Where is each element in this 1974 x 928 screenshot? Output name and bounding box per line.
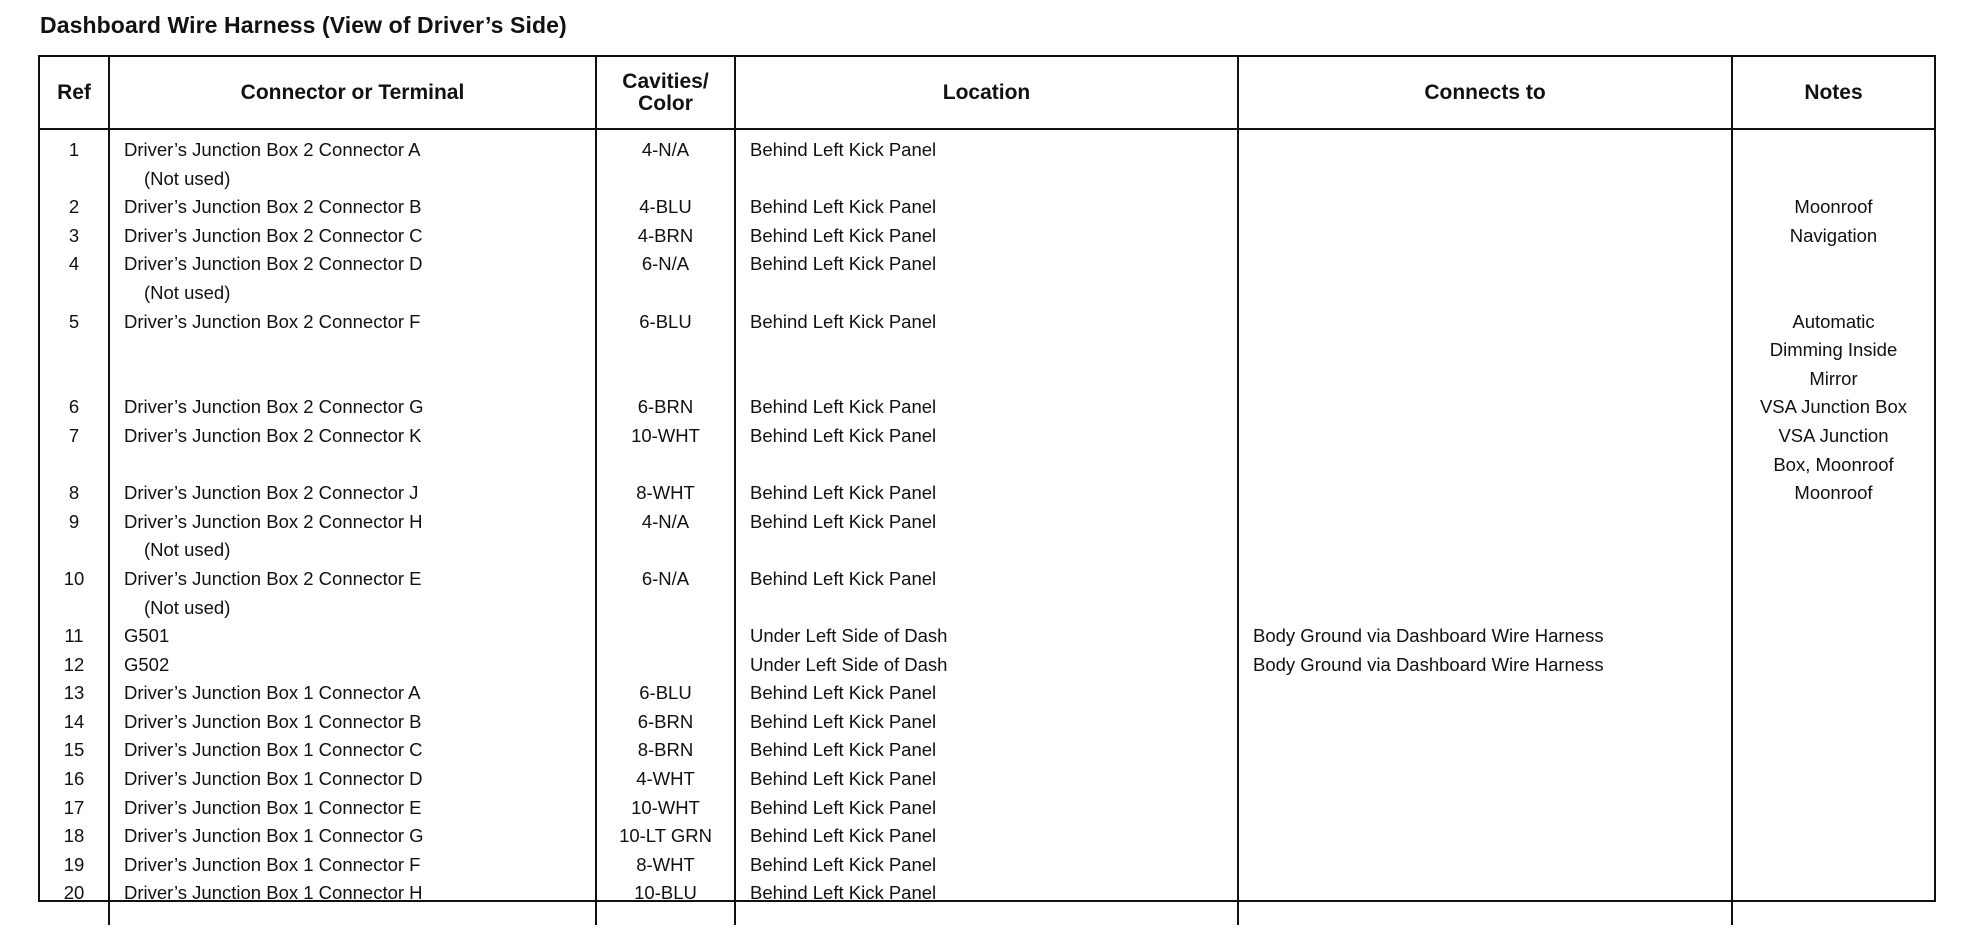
row-location: Behind Left Kick Panel — [735, 250, 1238, 307]
row-connector-label: Driver’s Junction Box 1 Connector B — [124, 710, 422, 732]
row-connector-label: Driver’s Junction Box 2 Connector E — [124, 567, 422, 589]
row-ref: 14 — [40, 708, 109, 737]
row-connects-to — [1238, 393, 1732, 422]
row-location: Behind Left Kick Panel — [735, 479, 1238, 508]
table-row — [40, 879, 1934, 908]
row-connects-to — [1238, 765, 1732, 794]
row-connector-label: Driver’s Junction Box 1 Connector A — [124, 682, 421, 704]
row-connects-to: Body Ground via Dashboard Wire Harness — [1238, 622, 1732, 651]
row-connector — [109, 679, 596, 708]
header-ref: Ref — [40, 57, 109, 129]
row-notes-line: Moonroof — [1794, 196, 1873, 218]
row-connector — [109, 879, 596, 908]
row-notes — [1732, 794, 1934, 823]
row-notes — [1732, 622, 1934, 651]
row-location: Behind Left Kick Panel — [735, 508, 1238, 565]
row-connects-to: Body Ground via Dashboard Wire Harness — [1238, 651, 1732, 680]
row-connector — [109, 794, 596, 823]
harness-table-frame — [38, 55, 1936, 902]
row-ref: 15 — [40, 736, 109, 765]
table-row — [40, 479, 1934, 508]
row-ref: 20 — [40, 879, 109, 908]
row-connector — [109, 565, 596, 622]
table-row — [40, 250, 1934, 307]
harness-table — [40, 57, 1934, 925]
row-connector-label: Driver’s Junction Box 2 Connector C — [124, 224, 423, 246]
table-row — [40, 622, 1934, 651]
row-ref: 17 — [40, 794, 109, 823]
row-notes — [1732, 565, 1934, 622]
table-row — [40, 736, 1934, 765]
row-cavities: 8-WHT — [596, 851, 735, 880]
row-connector — [109, 622, 596, 651]
row-location: Behind Left Kick Panel — [735, 129, 1238, 193]
header-cavities — [596, 57, 735, 129]
row-ref: 1 — [40, 129, 109, 193]
row-notes — [1732, 129, 1934, 193]
row-notes-line: Box, Moonroof — [1773, 453, 1894, 475]
row-connector — [109, 222, 596, 251]
row-cavities: 4-N/A — [596, 508, 735, 565]
row-ref: 12 — [40, 651, 109, 680]
header-notes: Notes — [1732, 57, 1934, 129]
row-connector-sub: (Not used) — [144, 539, 231, 561]
row-notes — [1732, 308, 1934, 394]
row-ref: 3 — [40, 222, 109, 251]
row-cavities: 8-BRN — [596, 736, 735, 765]
row-notes-line: Dimming Inside — [1769, 339, 1898, 361]
row-connects-to — [1238, 479, 1732, 508]
table-row — [40, 422, 1934, 479]
row-connector — [109, 250, 596, 307]
row-ref: 19 — [40, 851, 109, 880]
row-notes — [1732, 822, 1934, 851]
row-notes — [1732, 765, 1934, 794]
row-ref: 10 — [40, 565, 109, 622]
row-cavities — [596, 651, 735, 680]
row-location: Behind Left Kick Panel — [735, 679, 1238, 708]
row-cavities: 10-WHT — [596, 422, 735, 479]
row-notes — [1732, 250, 1934, 307]
row-notes — [1732, 708, 1934, 737]
header-connects-to: Connects to — [1238, 57, 1732, 129]
row-notes-line: Automatic — [1792, 310, 1875, 332]
row-connector-label: Driver’s Junction Box 2 Connector A — [124, 139, 421, 160]
row-cavities: 4-BLU — [596, 193, 735, 222]
row-ref: 16 — [40, 765, 109, 794]
table-row — [40, 794, 1934, 823]
row-ref: 2 — [40, 193, 109, 222]
row-location: Behind Left Kick Panel — [735, 708, 1238, 737]
row-connector-label: Driver’s Junction Box 2 Connector G — [124, 396, 424, 418]
row-connector-label: Driver’s Junction Box 1 Connector E — [124, 796, 422, 818]
row-notes-line: VSA Junction — [1778, 424, 1889, 446]
row-ref: 9 — [40, 508, 109, 565]
row-connects-to — [1238, 708, 1732, 737]
row-ref: 4 — [40, 250, 109, 307]
row-ref: 7 — [40, 422, 109, 479]
table-row — [40, 565, 1934, 622]
row-cavities: 4-BRN — [596, 222, 735, 251]
row-connects-to — [1238, 851, 1732, 880]
row-cavities — [596, 622, 735, 651]
row-connector — [109, 651, 596, 680]
row-connector — [109, 129, 596, 193]
row-notes — [1732, 479, 1934, 508]
row-connector-label: Driver’s Junction Box 1 Connector G — [124, 825, 424, 847]
row-location: Behind Left Kick Panel — [735, 393, 1238, 422]
row-connector — [109, 393, 596, 422]
row-connector — [109, 822, 596, 851]
row-connector-sub: (Not used) — [144, 596, 231, 618]
row-connector-label: G501 — [124, 625, 170, 647]
row-connector-label: Driver’s Junction Box 2 Connector B — [124, 196, 422, 218]
row-cavities: 10-WHT — [596, 794, 735, 823]
row-cavities: 6-BLU — [596, 679, 735, 708]
row-notes-line: Navigation — [1789, 224, 1878, 246]
row-connector-label: Driver’s Junction Box 2 Connector F — [124, 310, 421, 332]
row-ref: 11 — [40, 622, 109, 651]
row-location: Behind Left Kick Panel — [735, 851, 1238, 880]
page-title: Dashboard Wire Harness (View of Driver’s Side) — [40, 12, 567, 38]
row-location: Under Left Side of Dash — [735, 651, 1238, 680]
row-ref: 5 — [40, 308, 109, 394]
header-connector: Connector or Terminal — [109, 57, 596, 129]
row-notes — [1732, 651, 1934, 680]
table-header-row — [40, 57, 1934, 129]
row-connector-label: Driver’s Junction Box 1 Connector H — [124, 882, 423, 904]
row-location: Behind Left Kick Panel — [735, 308, 1238, 394]
row-connector — [109, 508, 596, 565]
row-notes — [1732, 222, 1934, 251]
table-row — [40, 679, 1934, 708]
header-cavities-line1: Cavities/ — [622, 69, 709, 93]
row-connects-to — [1238, 822, 1732, 851]
row-notes-line: Moonroof — [1794, 482, 1873, 504]
row-cavities: 4-WHT — [596, 765, 735, 794]
row-connector-label: G502 — [124, 653, 170, 675]
row-cavities: 6-BRN — [596, 708, 735, 737]
row-connector-label: Driver’s Junction Box 2 Connector D — [124, 253, 423, 275]
row-cavities: 6-BRN — [596, 393, 735, 422]
row-cavities: 10-BLU — [596, 879, 735, 908]
row-notes — [1732, 736, 1934, 765]
row-connector-label: Driver’s Junction Box 2 Connector K — [124, 424, 422, 446]
row-location: Behind Left Kick Panel — [735, 879, 1238, 908]
row-connector — [109, 851, 596, 880]
table-row — [40, 822, 1934, 851]
table-row — [40, 222, 1934, 251]
row-connects-to — [1238, 879, 1732, 908]
row-connector — [109, 708, 596, 737]
table-row — [40, 765, 1934, 794]
row-connects-to — [1238, 250, 1732, 307]
row-notes — [1732, 508, 1934, 565]
row-ref: 13 — [40, 679, 109, 708]
table-row — [40, 129, 1934, 193]
row-connector-label: Driver’s Junction Box 2 Connector J — [124, 482, 419, 504]
row-cavities: 4-N/A — [596, 129, 735, 193]
row-location: Behind Left Kick Panel — [735, 822, 1238, 851]
row-connects-to — [1238, 679, 1732, 708]
row-location: Behind Left Kick Panel — [735, 222, 1238, 251]
row-connector — [109, 308, 596, 394]
row-notes — [1732, 422, 1934, 479]
table-row — [40, 193, 1934, 222]
row-ref: 6 — [40, 393, 109, 422]
table-row — [40, 393, 1934, 422]
row-connects-to — [1238, 308, 1732, 394]
row-connects-to — [1238, 422, 1732, 479]
row-cavities: 6-N/A — [596, 250, 735, 307]
table-row — [40, 851, 1934, 880]
row-notes — [1732, 393, 1934, 422]
table-bottom-spacer — [40, 908, 1934, 925]
row-notes — [1732, 679, 1934, 708]
row-connector-sub: (Not used) — [144, 167, 231, 189]
row-connects-to — [1238, 508, 1732, 565]
row-connector — [109, 422, 596, 479]
row-connects-to — [1238, 222, 1732, 251]
row-connector-label: Driver’s Junction Box 2 Connector H — [124, 510, 423, 532]
row-location: Behind Left Kick Panel — [735, 765, 1238, 794]
row-location: Behind Left Kick Panel — [735, 422, 1238, 479]
row-connector — [109, 765, 596, 794]
table-row — [40, 651, 1934, 680]
row-connector-label: Driver’s Junction Box 1 Connector D — [124, 768, 423, 790]
row-location: Behind Left Kick Panel — [735, 794, 1238, 823]
row-connects-to — [1238, 193, 1732, 222]
row-connects-to — [1238, 129, 1732, 193]
row-connector — [109, 193, 596, 222]
row-connector-label: Driver’s Junction Box 1 Connector C — [124, 739, 423, 761]
table-row — [40, 708, 1934, 737]
row-cavities: 6-N/A — [596, 565, 735, 622]
row-cavities: 6-BLU — [596, 308, 735, 394]
table-body — [40, 129, 1934, 925]
row-ref: 8 — [40, 479, 109, 508]
row-cavities: 8-WHT — [596, 479, 735, 508]
row-notes — [1732, 879, 1934, 908]
row-connector-sub: (Not used) — [144, 281, 231, 303]
table-row — [40, 308, 1934, 394]
row-location: Behind Left Kick Panel — [735, 193, 1238, 222]
row-notes — [1732, 193, 1934, 222]
table-row — [40, 508, 1934, 565]
row-notes-line: Mirror — [1809, 367, 1858, 389]
row-ref: 18 — [40, 822, 109, 851]
row-connector-label: Driver’s Junction Box 1 Connector F — [124, 853, 421, 875]
row-location: Behind Left Kick Panel — [735, 736, 1238, 765]
row-location: Behind Left Kick Panel — [735, 565, 1238, 622]
header-location: Location — [735, 57, 1238, 129]
row-connects-to — [1238, 565, 1732, 622]
row-connector — [109, 736, 596, 765]
header-cavities-line2: Color — [638, 91, 693, 115]
row-location: Under Left Side of Dash — [735, 622, 1238, 651]
row-cavities: 10-LT GRN — [596, 822, 735, 851]
row-connector — [109, 479, 596, 508]
row-connects-to — [1238, 794, 1732, 823]
row-notes-line: VSA Junction Box — [1759, 396, 1908, 418]
row-notes — [1732, 851, 1934, 880]
row-connects-to — [1238, 736, 1732, 765]
